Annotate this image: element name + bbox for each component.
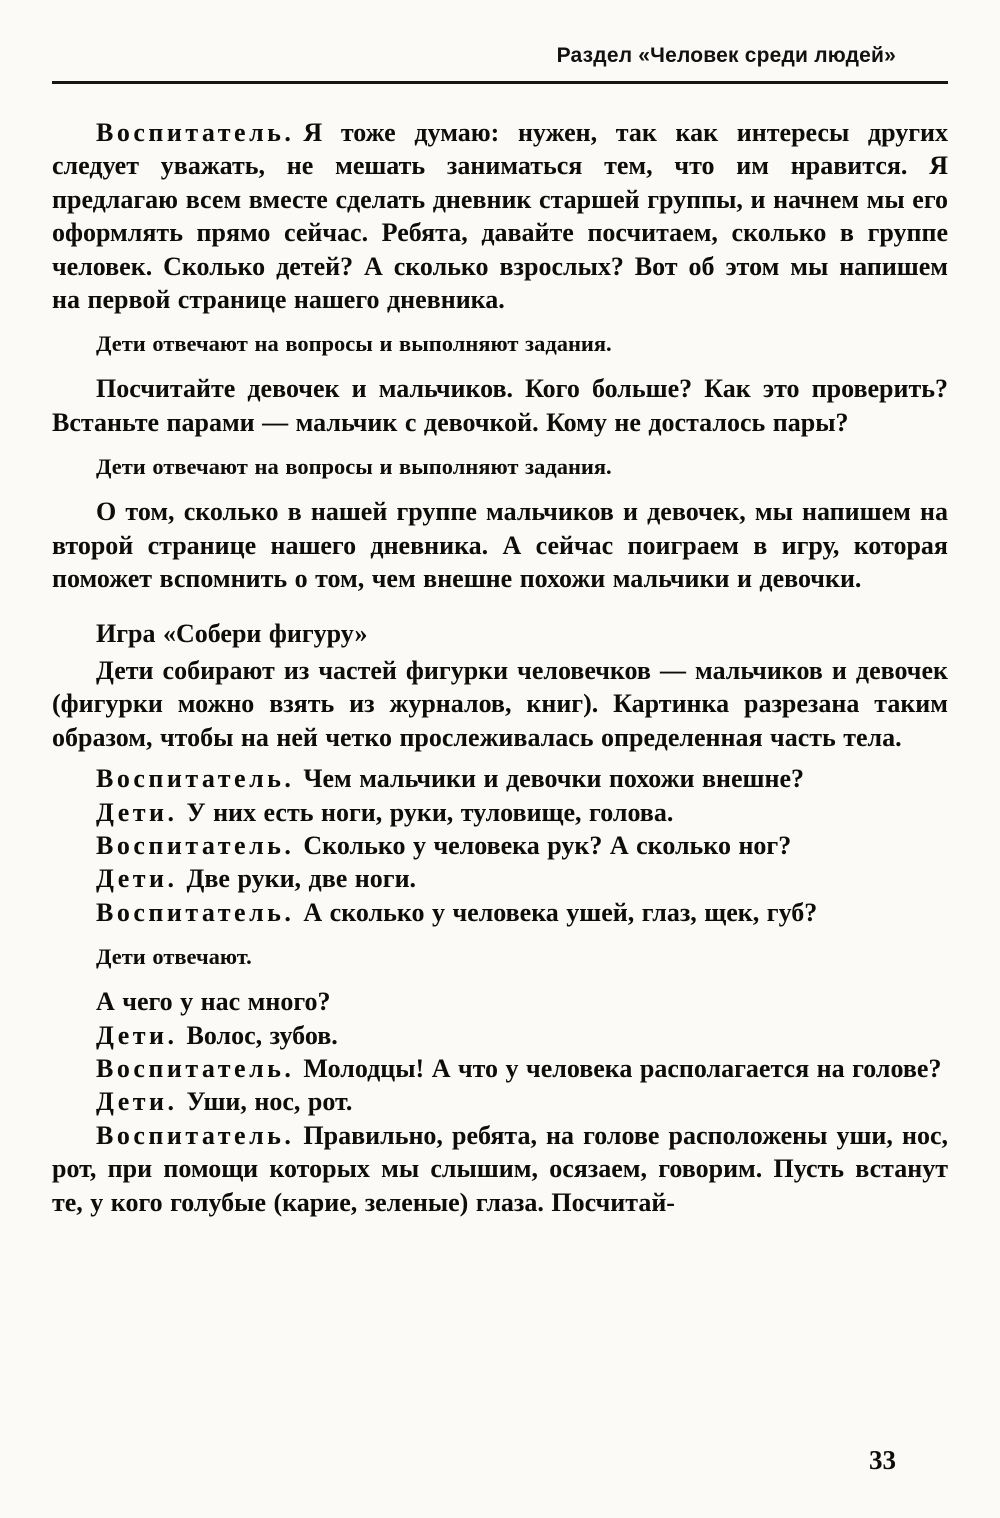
dialogue-paragraph <box>52 116 948 316</box>
speaker-name: Дети. <box>96 1020 178 1050</box>
dialogue-paragraph <box>52 1019 948 1052</box>
stage-direction: Дети отвечают на вопросы и выполняют задания. <box>96 331 612 357</box>
body-paragraph: Дети собирают из частей фигурки человечков — мальчиков и девочек (фигурки можно взять из журналов, книг). Картинка разрезана таким образом, чтобы на ней четко прослеживалась определенная часть тела. <box>52 655 948 752</box>
stage-direction: Дети отвечают. <box>96 944 252 970</box>
body-paragraph: А чего у нас много? <box>96 987 331 1017</box>
dialogue-paragraph <box>52 896 948 929</box>
paragraph-text: Чем мальчики и девочки похожи внешне? <box>303 764 805 794</box>
paragraph-text: Сколько у человека рук? А сколько ног? <box>303 830 792 860</box>
header-rule <box>52 81 948 84</box>
paragraph-text: Я тоже думаю: нужен, так как интересы других следует уважать, не мешать заниматься тем, что им нравится. Я предлагаю всем вместе сделать дневник старшей группы, и начнем мы его оформлять прямо сейчас. Ребята, давайте посчитаем, сколько в группе человек. Сколько детей? А сколько взрослых? Вот об этом мы напишем на первой странице нашего дневника. <box>52 118 948 315</box>
speaker-name: Дети. <box>96 1087 178 1117</box>
section-header: Раздел «Человек среди людей» <box>556 44 896 67</box>
game-heading: Игра «Собери фигуру» <box>96 619 368 649</box>
dialogue-paragraph <box>52 1085 948 1118</box>
paragraph-text: У них есть ноги, руки, туловище, голова. <box>186 797 674 827</box>
stage-direction: Дети отвечают на вопросы и выполняют задания. <box>96 454 612 480</box>
page-body <box>52 116 948 1219</box>
paragraph-text: Волос, зубов. <box>186 1020 338 1050</box>
dialogue-paragraph <box>52 829 948 862</box>
speaker-name: Воспитатель. <box>96 764 295 794</box>
dialogue-paragraph <box>52 1119 948 1219</box>
speaker-name: Воспитатель. <box>96 1120 295 1150</box>
dialogue-paragraph <box>52 862 948 895</box>
dialogue-paragraph <box>52 1052 948 1085</box>
speaker-name: Воспитатель. <box>96 830 295 860</box>
paragraph-text: А сколько у человека ушей, глаз, щек, губ? <box>303 897 818 927</box>
paragraph-text: Правильно, ребята, на голове расположены уши, нос, рот, при помощи которых мы слышим, осязаем, говорим. Пусть встанут те, у кого голубые (карие, зеленые) глаза. Посчитай- <box>52 1120 948 1217</box>
speaker-name: Воспитатель. <box>96 897 295 927</box>
dialogue-paragraph <box>52 762 948 795</box>
page-number: 33 <box>869 1445 896 1475</box>
body-paragraph: Посчитайте девочек и мальчиков. Кого больше? Как это проверить? Встаньте парами — мальчик с девочкой. Кому не досталось пары? <box>52 374 948 437</box>
dialogue-paragraph <box>52 796 948 829</box>
body-paragraph: О том, сколько в нашей группе мальчиков и девочек, мы напишем на второй странице нашего дневника. А сейчас поиграем в игру, которая поможет вспомнить о том, чем внешне похожи мальчики и девочки. <box>52 497 948 594</box>
speaker-name: Воспитатель. <box>96 1053 295 1083</box>
paragraph-text: Две руки, две ноги. <box>186 864 417 894</box>
speaker-name: Дети. <box>96 797 178 827</box>
page-header <box>52 44 948 84</box>
paragraph-text: Уши, нос, рот. <box>186 1087 353 1117</box>
speaker-name: Дети. <box>96 864 178 894</box>
paragraph-text: Молодцы! А что у человека располагается на голове? <box>303 1053 942 1083</box>
speaker-name: Воспитатель. <box>96 118 295 147</box>
